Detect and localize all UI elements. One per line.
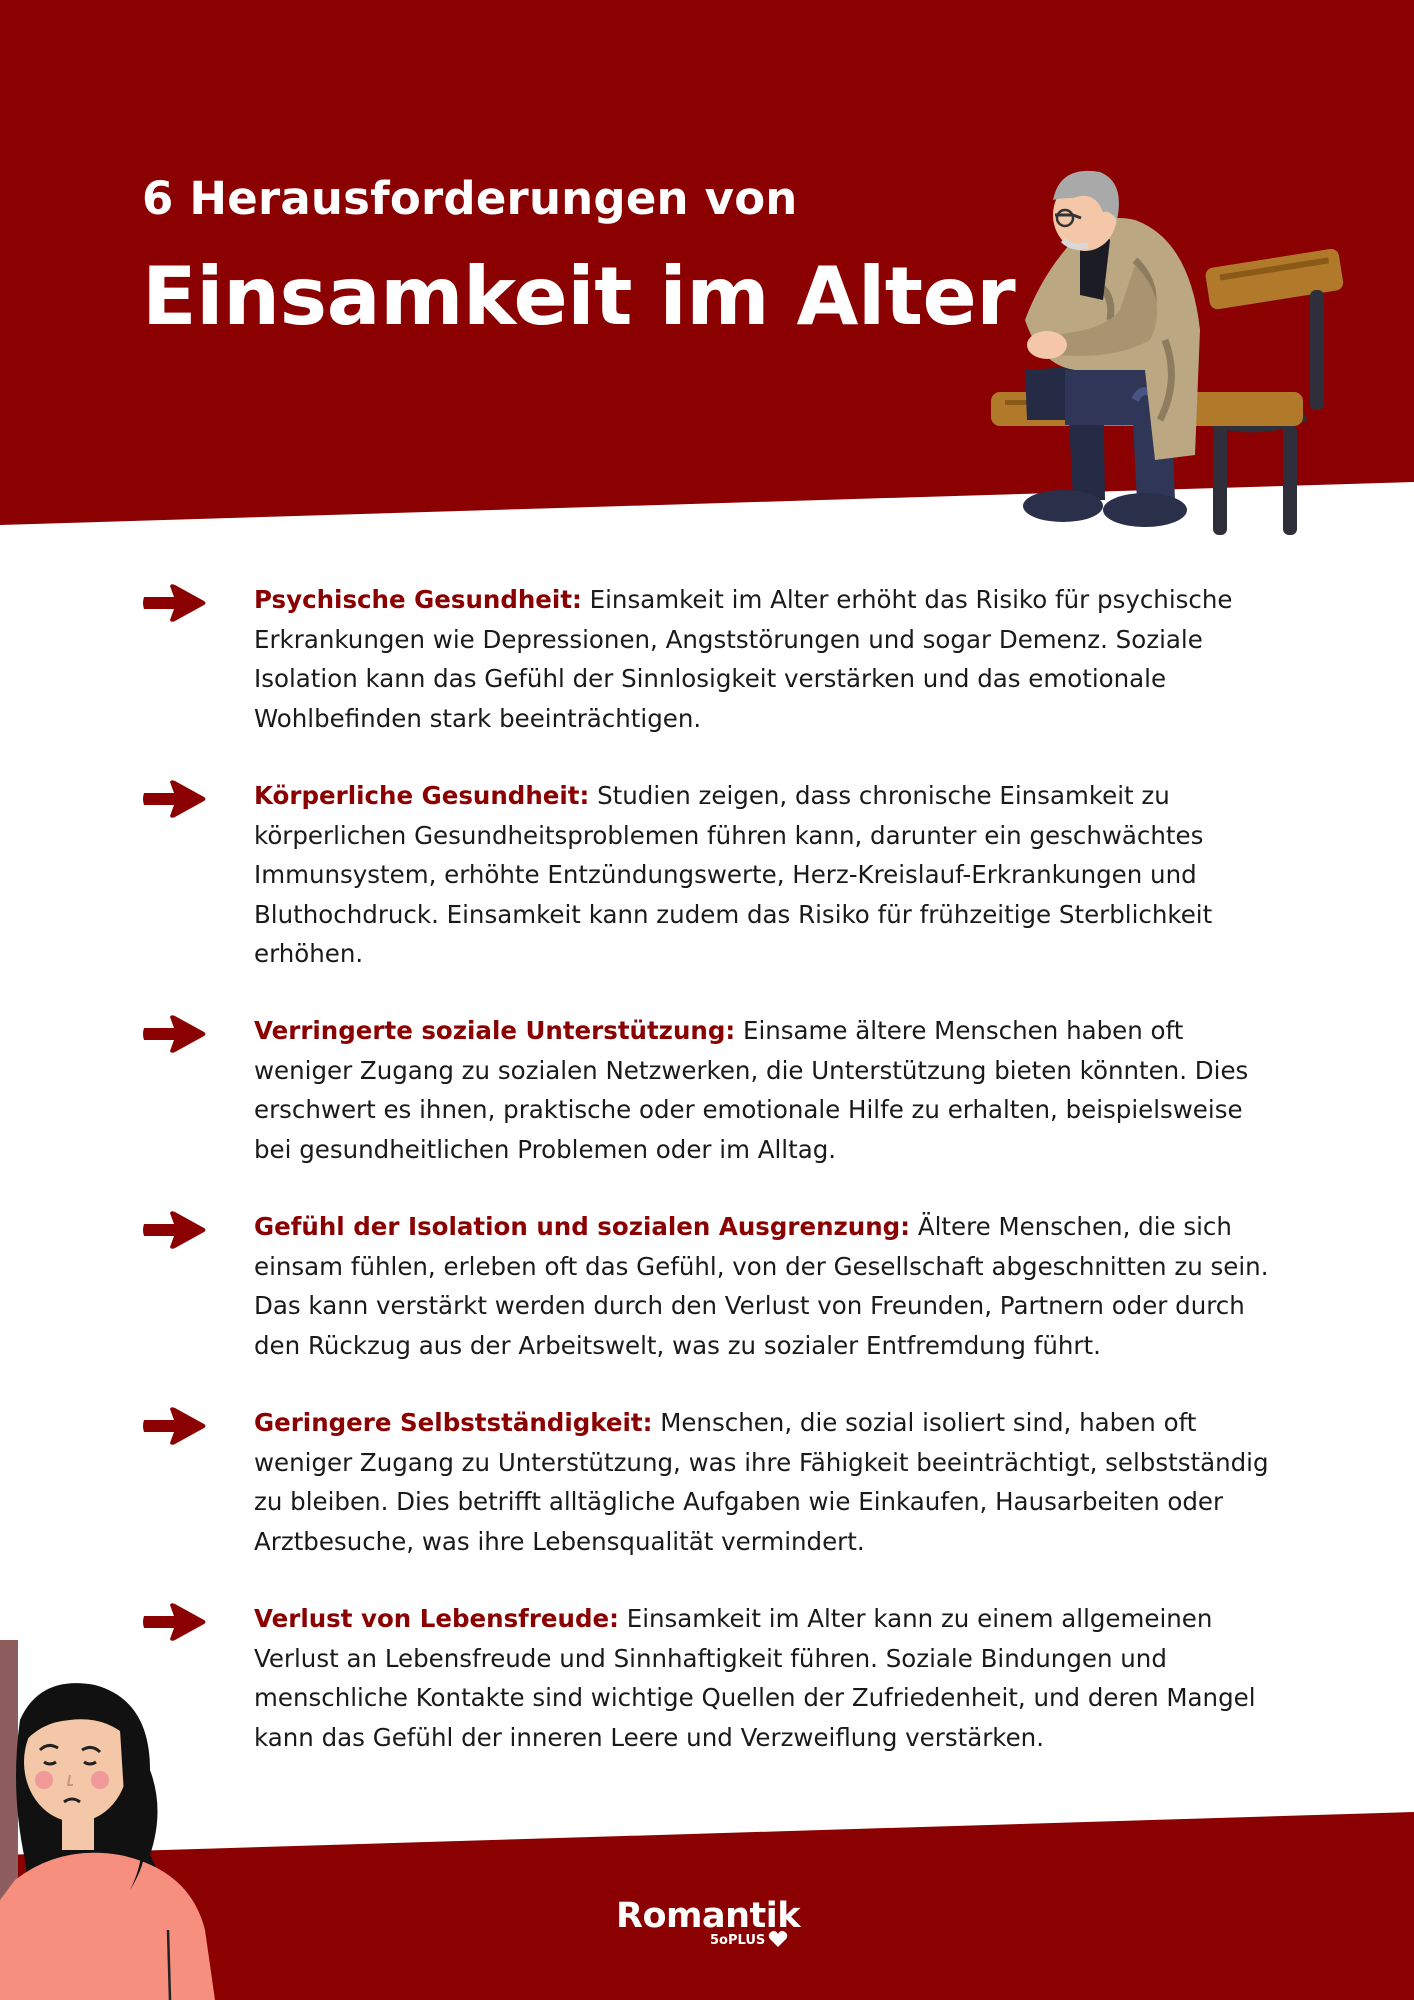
page-title: Einsamkeit im Alter bbox=[142, 250, 1016, 343]
old-man-on-bench-illustration bbox=[985, 170, 1360, 545]
sad-woman-illustration bbox=[0, 1640, 230, 2000]
logo-brand-text: Romantik bbox=[616, 1896, 801, 1936]
list-item-description: Menschen, die sozial isoliert sind, haben oft weniger Zugang zu Unterstützung, was ihre Fähigkeit beeinträchtigt, selbstständig zu bleiben. Dies betrifft alltägliche Aufgaben wie Einkaufen, Hausarbeiten oder Arztbesuche, was ihre Lebensqualität vermindert. bbox=[254, 1408, 1269, 1556]
logo-sub-text: 5oPLUS bbox=[710, 1933, 766, 1948]
list-item-term: Geringere Selbstständigkeit: bbox=[254, 1408, 653, 1437]
brand-logo bbox=[612, 1896, 802, 1952]
list-item-text bbox=[254, 580, 1279, 738]
list-item-term: Gefühl der Isolation und sozialen Ausgrenzung: bbox=[254, 1212, 911, 1241]
arrow-right-icon bbox=[140, 583, 208, 623]
list-item-description: Ältere Menschen, die sich einsam fühlen, erleben oft das Gefühl, von der Gesellschaft abgeschnitten zu sein. Das kann verstärkt werden durch den Verlust von Freunden, Partnern oder durch den Rückzug aus der Arbeitswelt, was zu sozialer Entfremdung führt. bbox=[254, 1212, 1269, 1360]
arrow-right-icon bbox=[140, 779, 208, 819]
list-item-term: Verlust von Lebensfreude: bbox=[254, 1604, 619, 1633]
list-item-term: Psychische Gesundheit: bbox=[254, 585, 582, 614]
list-item-text bbox=[254, 1207, 1279, 1365]
list-item-text bbox=[254, 1599, 1279, 1757]
list-item-term: Verringerte soziale Unterstützung: bbox=[254, 1016, 736, 1045]
list-item-text bbox=[254, 776, 1279, 974]
arrow-right-icon bbox=[140, 1602, 208, 1642]
heart-icon bbox=[768, 1930, 788, 1948]
list-item-description: Studien zeigen, dass chronische Einsamkeit zu körperlichen Gesundheitsproblemen führen kann, darunter ein geschwächtes Immunsystem, erhöhte Entzündungswerte, Herz-Kreislauf-Erkrankungen und Bluthochdruck. Einsamkeit kann zudem das Risiko für frühzeitige Sterblichkeit erhöhen. bbox=[254, 781, 1213, 968]
page-subtitle: 6 Herausforderungen von bbox=[142, 172, 798, 225]
list-item-text bbox=[254, 1011, 1279, 1169]
list-item-description: Einsamkeit im Alter kann zu einem allgemeinen Verlust an Lebensfreude und Sinnhaftigkeit führen. Soziale Bindungen und menschliche Kontakte sind wichtige Quellen der Zufriedenheit, und deren Mangel kann das Gefühl der inneren Leere und Verzweiflung verstärken. bbox=[254, 1604, 1256, 1752]
arrow-right-icon bbox=[140, 1210, 208, 1250]
list-item-description: Einsame ältere Menschen haben oft weniger Zugang zu sozialen Netzwerken, die Unterstützung bieten könnten. Dies erschwert es ihnen, praktische oder emotionale Hilfe zu erhalten, beispielsweise bei gesundheitlichen Problemen oder im Alltag. bbox=[254, 1016, 1249, 1164]
arrow-right-icon bbox=[140, 1014, 208, 1054]
list-item-text bbox=[254, 1403, 1279, 1561]
arrow-right-icon bbox=[140, 1406, 208, 1446]
list-item-term: Körperliche Gesundheit: bbox=[254, 781, 590, 810]
list-item-description: Einsamkeit im Alter erhöht das Risiko für psychische Erkrankungen wie Depressionen, Angststörungen und sogar Demenz. Soziale Isolation kann das Gefühl der Sinnlosigkeit verstärken und das emotionale Wohlbefinden stark beeinträchtigen. bbox=[254, 585, 1233, 733]
